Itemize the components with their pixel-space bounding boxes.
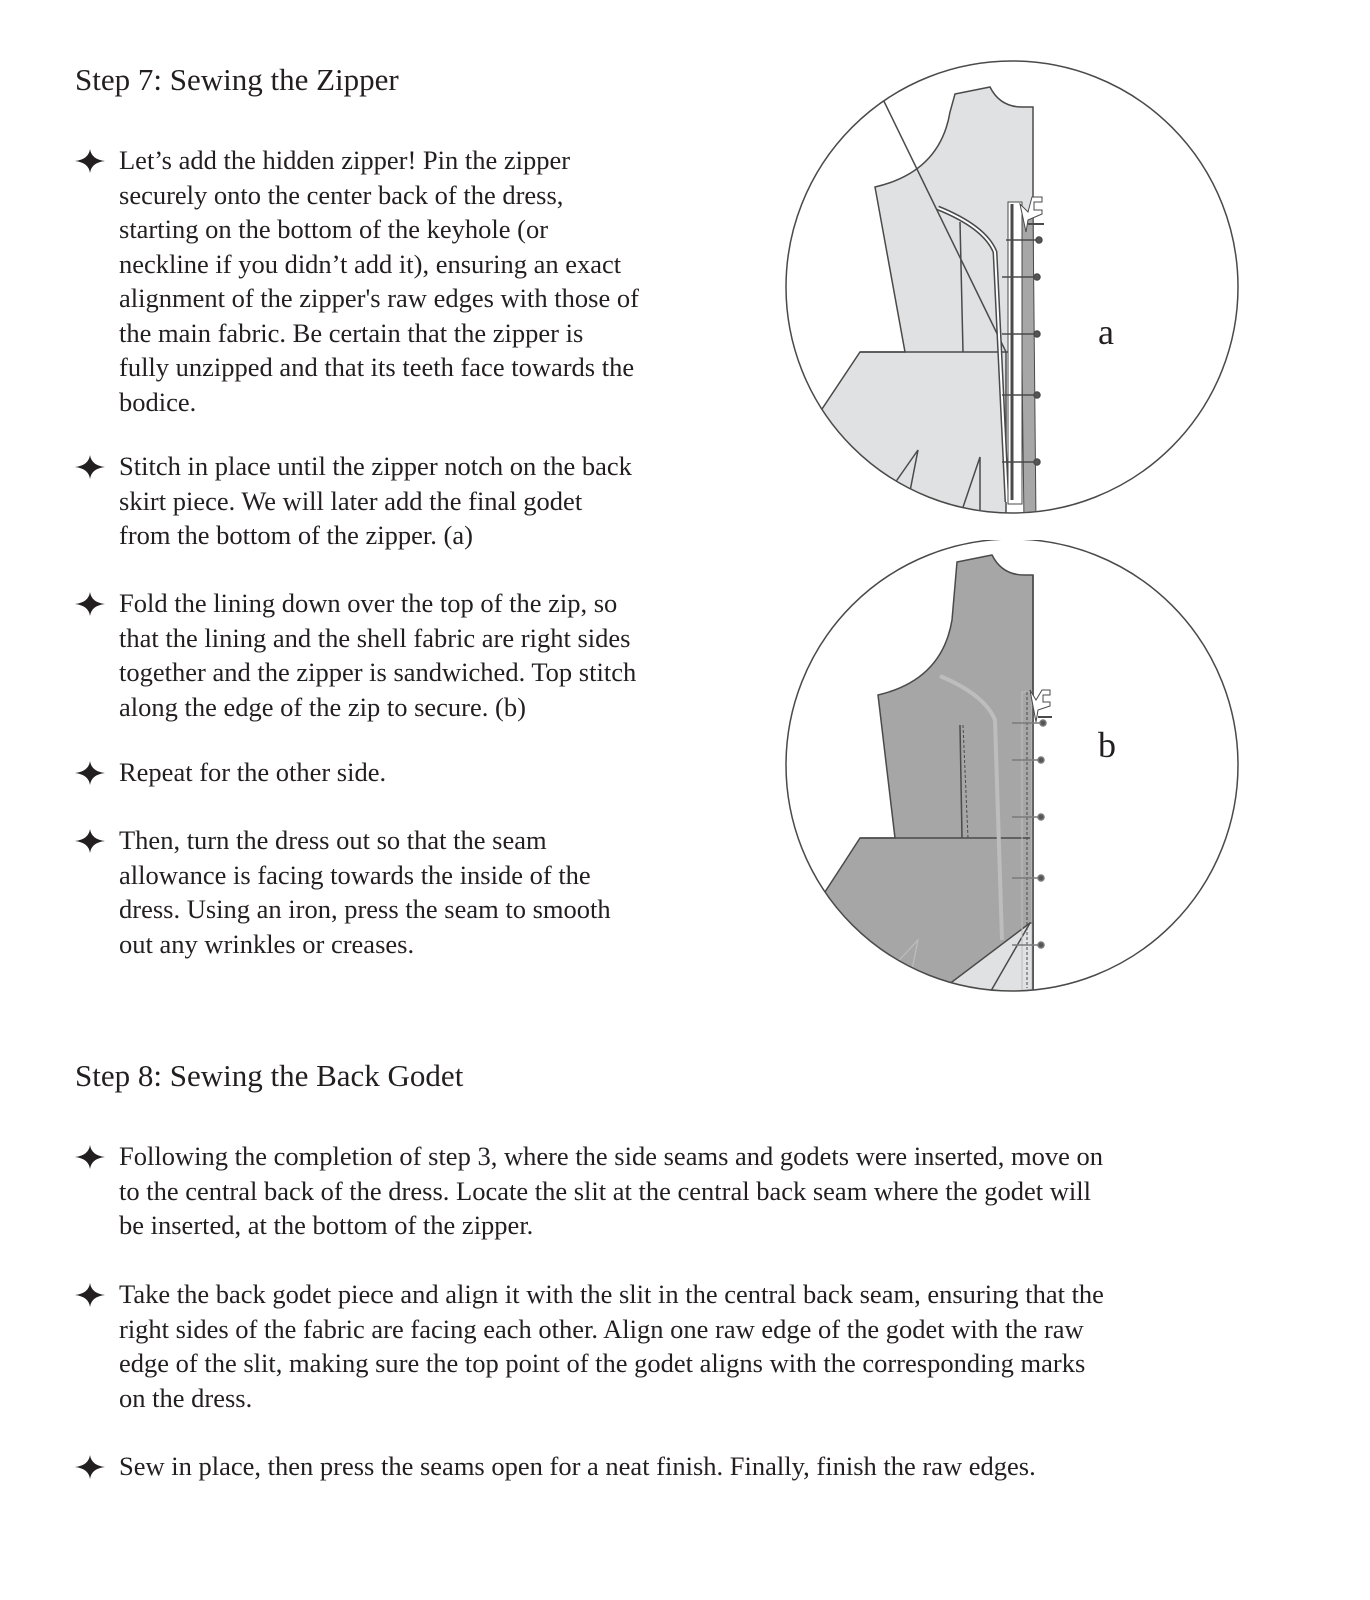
list-item [75,1277,1305,1415]
list-item [75,143,735,419]
list-item [75,1139,1305,1243]
step-8-heading: Step 8: Sewing the Back Godet [75,1058,464,1093]
bullet-line: Then, turn the dress out so that the seam [119,825,547,855]
bullet-line: along the edge of the zip to secure. (b) [119,691,526,722]
bullet-line: dress. Using an iron, press the seam to smooth [119,894,611,924]
bullet-line: neckline if you didn’t add it), ensuring an exact [119,248,622,279]
figure-b-illustration [780,540,1250,1010]
four-point-star-icon [75,829,105,853]
step-7-list-5 [75,823,735,961]
four-point-star-icon [75,1283,105,1307]
list-item [75,449,735,553]
bullet-line: allowance is facing towards the inside of the [119,859,591,890]
step-7-list-2 [75,449,735,553]
four-point-star-icon [75,455,105,479]
bullet-line: out any wrinkles or creases. [119,928,415,959]
bullet-line: Following the completion of step 3, where the side seams and godets were inserted, move on [119,1141,1103,1171]
bullet-line: together and the zipper is sandwiched. Top stitch [119,657,637,687]
zipper [1008,202,1022,504]
step-7-heading: Step 7: Sewing the Zipper [75,62,399,97]
bullet-line: Fold the lining down over the top of the zip, so [119,588,618,618]
four-point-star-icon [75,761,105,785]
four-point-star-icon [75,1455,105,1479]
step-8-list-2 [75,1277,1305,1415]
bullet-line: Repeat for the other side. [119,757,387,787]
figure-b [780,540,1250,1010]
step-8-list [75,1139,1305,1243]
bullet-line: the main fabric. Be certain that the zipper is [119,317,584,348]
figure-label-b: b [1098,725,1116,765]
list-item [75,586,735,724]
bullet-line: bodice. [119,386,197,417]
step-8-list-3 [75,1449,1305,1484]
bullet-line: Let’s add the hidden zipper! Pin the zipper [119,145,571,175]
bullet-line: securely onto the center back of the dress, [119,179,564,210]
bullet-line: edge of the slit, making sure the top point of the godet aligns with the corresponding marks [119,1348,1086,1378]
four-point-star-icon [75,592,105,616]
list-item [75,755,735,790]
four-point-star-icon [75,1145,105,1169]
bullet-line: Stitch in place until the zipper notch on the back [119,451,632,481]
four-point-star-icon [75,149,105,173]
bullet-line: Take the back godet piece and align it with the slit in the central back seam, ensuring that the [119,1279,1104,1309]
list-item [75,1449,1305,1484]
bullet-line: be inserted, at the bottom of the zipper. [119,1210,534,1240]
bullet-line: skirt piece. We will later add the final godet [119,485,583,516]
bullet-line: starting on the bottom of the keyhole (or [119,214,549,244]
bullet-line: from the bottom of the zipper. (a) [119,520,473,550]
step-7-list-4 [75,755,735,790]
bullet-line: fully unzipped and that its teeth face towards the [119,352,635,382]
bullet-line: right sides of the fabric are facing each other. Align one raw edge of the godet with the raw [119,1313,1084,1344]
figure-label-a: a [1098,312,1114,352]
bullet-line: alignment of the zipper's raw edges with those of [119,283,639,313]
step-7-list [75,143,735,419]
step-7-list-3 [75,586,735,724]
bullet-line: that the lining and the shell fabric are right sides [119,622,631,653]
bullet-line: on the dress. [119,1382,253,1413]
figure-a [780,52,1250,522]
bullet-line: Sew in place, then press the seams open for a neat finish. Finally, finish the raw edges. [119,1451,1036,1481]
bullet-line: to the central back of the dress. Locate the slit at the central back seam where the godet will [119,1175,1092,1206]
figure-a-illustration [780,52,1250,522]
list-item [75,823,735,961]
